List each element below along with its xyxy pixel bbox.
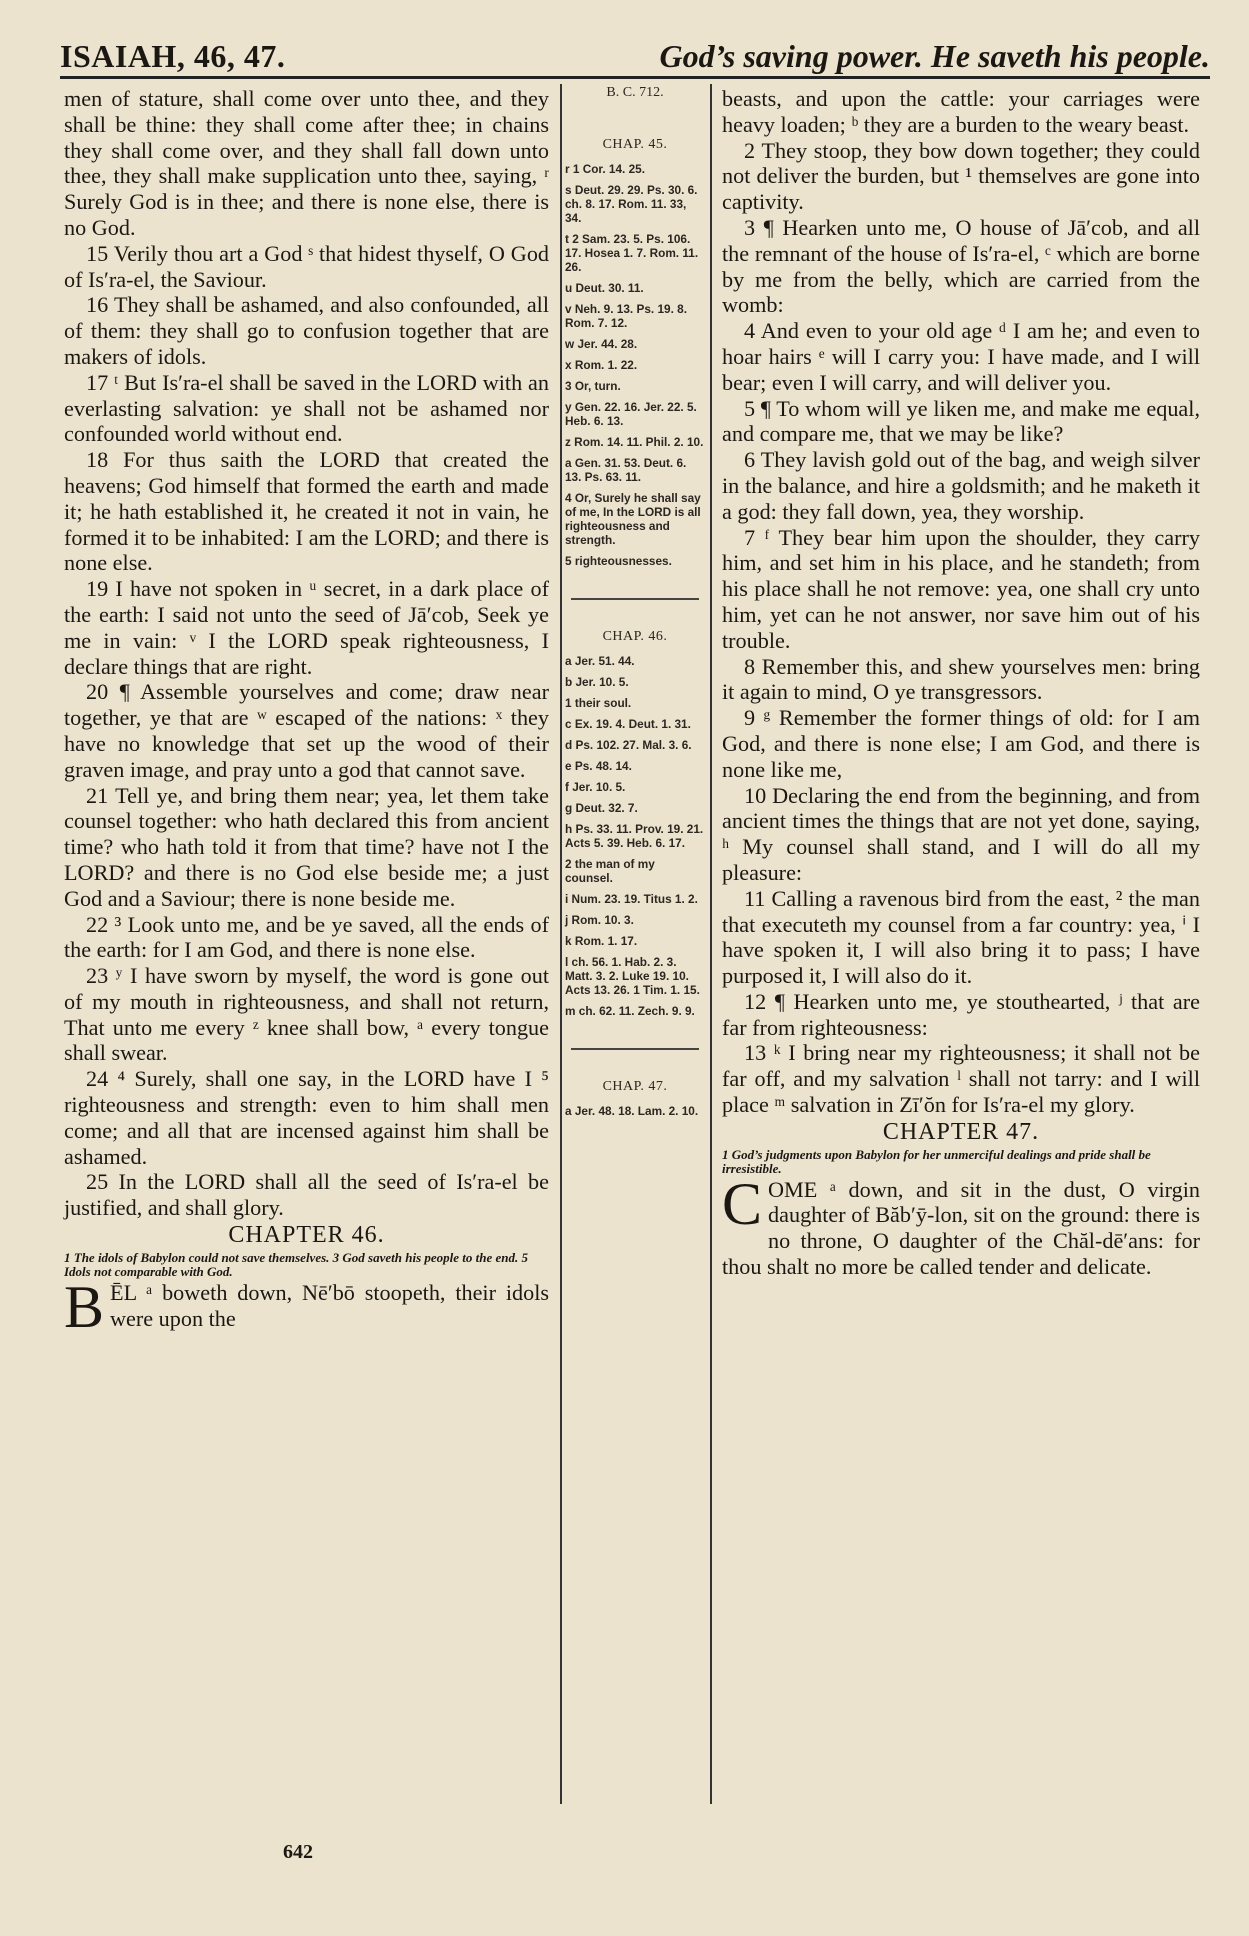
margin-chapter-label: CHAP. 47.: [602, 1079, 668, 1094]
cross-reference: v Neh. 9. 13. Ps. 19. 8. Rom. 7. 12.: [565, 302, 687, 330]
cross-reference: c Ex. 19. 4. Deut. 1. 31.: [565, 717, 691, 731]
cross-reference: z Rom. 14. 11. Phil. 2. 10.: [565, 435, 704, 449]
cross-reference: l ch. 56. 1. Hab. 2. 3. Matt. 3. 2. Luke 19. 10. Acts 13. 26. 1 Tim. 1. 15.: [565, 955, 700, 997]
cross-reference: g Deut. 32. 7.: [565, 801, 638, 815]
cross-reference: f Jer. 10. 5.: [565, 780, 626, 794]
drop-cap: C: [722, 1170, 763, 1237]
cross-reference: d Ps. 102. 27. Mal. 3. 6.: [565, 738, 692, 752]
verse-paragraph: 2 They stoop, they bow down together; they could not deliver the burden, but ¹ themselves are gone into captivity.: [722, 137, 1200, 215]
book-chapter-title: ISAIAH, 46, 47.: [60, 38, 286, 74]
cross-reference: 5 righteousnesses.: [565, 554, 672, 568]
chapter-opening: [722, 1170, 1200, 1280]
verse-paragraph: 6 They lavish gold out of the bag, and weigh silver in the balance, and hire a goldsmith; and he maketh it a god: they fall down, yea, they worship.: [722, 447, 1200, 524]
verse-paragraph: 21 Tell ye, and bring them near; yea, let them take counsel together: who hath declared this from ancient time? who hath told it from that time? have not I the LORD? and there is no God else beside me; a just God and a Saviour; there is none beside me.: [64, 782, 549, 911]
cross-reference: h Ps. 33. 11. Prov. 19. 21. Acts 5. 39. Heb. 6. 17.: [565, 822, 704, 850]
cross-reference: a Jer. 51. 44.: [565, 654, 635, 668]
margin-divider: [571, 1048, 699, 1050]
verse-paragraph: 13 ᵏ I bring near my righteousness; it shall not be far off, and my salvation ˡ shall not tarry: and I will place ᵐ salvation in Zī′ŏn for Is′ra-el my glory.: [722, 1040, 1200, 1118]
header-rule: [60, 76, 1210, 79]
cross-reference: m ch. 62. 11. Zech. 9. 9.: [565, 1004, 695, 1018]
verse-paragraph: 12 ¶ Hearken unto me, ye stouthearted, ʲ that are far from righteousness:: [722, 988, 1200, 1040]
cross-reference: w Jer. 44. 28.: [565, 337, 638, 351]
cross-reference: i Num. 23. 19. Titus 1. 2.: [565, 892, 698, 906]
right-column: [722, 86, 1200, 1280]
chapter-heading: CHAPTER 46.: [228, 1222, 385, 1249]
opening-text: ĒL ᵃ boweth down, Nē′bō stoopeth, their idols were upon the: [110, 1279, 549, 1331]
chapter-opening: [64, 1273, 549, 1340]
verse-paragraph: 5 ¶ To whom will ye liken me, and make me equal, and compare me, that we may be like?: [722, 395, 1200, 447]
verse-paragraph: 7 ᶠ They bear him upon the shoulder, they carry him, and set him in his place, and he standeth; from his place shall he not remove: yea, one shall cry unto him, yet can he not answer, nor save him out of his trouble.: [722, 524, 1200, 653]
cross-reference: 3 Or, turn.: [565, 379, 621, 393]
cross-reference: r 1 Cor. 14. 25.: [565, 162, 646, 176]
date-note: B. C. 712.: [606, 85, 664, 100]
verse-paragraph: 20 ¶ Assemble yourselves and come; draw near together, ye that are ʷ escaped of the nations: ˣ they have no knowledge that set up the wood of their graven image, and pray unto a god that cannot save.: [64, 679, 549, 782]
verse-paragraph: 3 ¶ Hearken unto me, O house of Jā′cob, and all the remnant of the house of Is′ra-el, ᶜ which are borne by me from the belly, which are carried from the womb:: [722, 214, 1200, 318]
verse-paragraph: 25 In the LORD shall all the seed of Is′ra-el be justified, and shall glory.: [64, 1169, 549, 1221]
left-column: [64, 86, 549, 1340]
verse-paragraph: 23 ʸ I have sworn by myself, the word is gone out of my mouth in righteousness, and shall not return, That unto me every ᶻ knee shall bow, ᵃ every tongue shall swear.: [64, 963, 549, 1066]
cross-reference: k Rom. 1. 17.: [565, 934, 638, 948]
cross-reference-margin: [565, 86, 705, 1125]
cross-reference: a Gen. 31. 53. Deut. 6. 13. Ps. 63. 11.: [565, 456, 687, 484]
verse-paragraph: beasts, and upon the cattle: your carriages were heavy loaden; ᵇ they are a burden to the weary beast.: [722, 86, 1200, 137]
verse-paragraph: 9 ᵍ Remember the former things of old: for I am God, and there is none else; I am God, and there is none like me,: [722, 705, 1200, 782]
verse-paragraph: 24 ⁴ Surely, shall one say, in the LORD have I ⁵ righteousness and strength: even to him shall men come; and all that are incensed against him shall be ashamed.: [64, 1066, 549, 1169]
margin-chapter-label: CHAP. 46.: [602, 629, 668, 644]
running-header: [60, 30, 1210, 78]
verse-paragraph: 4 And even to your old age ᵈ I am he; and even to hoar hairs ᵉ will I carry you: I have made, and I will bear; even I will carry, and will deliver you.: [722, 318, 1200, 395]
verse-paragraph: 17 ᵗ But Is′ra-el shall be saved in the LORD with an everlasting salvation: ye shall not be ashamed nor confounded world without end.: [64, 369, 549, 447]
margin-divider: [571, 598, 699, 600]
cross-reference: x Rom. 1. 22.: [565, 358, 638, 372]
column-rule-right: [710, 84, 712, 1804]
verse-paragraph: 19 I have not spoken in ᵘ secret, in a dark place of the earth: I said not unto the seed of Jā′cob, Seek ye me in vain: ᵛ I the LORD speak righteousness, I declare things that are right.: [64, 576, 549, 679]
verse-paragraph: 18 For thus saith the LORD that created the heavens; God himself that formed the earth and made it; he hath established it, he created it not in vain, he formed it to be inhabited: I am the LORD; and there is none else.: [64, 447, 549, 576]
running-title: God’s saving power. He saveth his people.: [659, 38, 1210, 74]
verse-paragraph: 16 They shall be ashamed, and also confounded, all of them: they shall go to confusion together that are makers of idols.: [64, 292, 549, 369]
column-rule-left: [560, 84, 562, 1804]
verse-paragraph: 22 ³ Look unto me, and be ye saved, all the ends of the earth: for I am God, and there is none else.: [64, 911, 549, 963]
margin-chapter-label: CHAP. 45.: [602, 137, 668, 152]
verse-paragraph: 8 Remember this, and shew yourselves men: bring it again to mind, O ye transgressors.: [722, 653, 1200, 705]
cross-reference: t 2 Sam. 23. 5. Ps. 106. 17. Hosea 1. 7. Rom. 11. 26.: [565, 232, 699, 274]
cross-reference: u Deut. 30. 11.: [565, 281, 644, 295]
verse-paragraph: 15 Verily thou art a God ˢ that hidest thyself, O God of Is′ra-el, the Saviour.: [64, 240, 549, 292]
chapter-summary: 1 God’s judgments upon Babylon for her unmerciful dealings and pride shall be irresistible.: [722, 1146, 1151, 1177]
chapter-heading: CHAPTER 47.: [882, 1118, 1040, 1145]
cross-reference: 2 the man of my counsel.: [565, 857, 655, 885]
drop-cap: B: [64, 1273, 105, 1340]
cross-reference: b Jer. 10. 5.: [565, 675, 629, 689]
cross-reference: 1 their soul.: [565, 696, 632, 710]
verse-paragraph: 10 Declaring the end from the beginning, and from ancient times the things that are not yet done, saying, ʰ My counsel shall stand, and I will do all my pleasure:: [722, 782, 1200, 885]
cross-reference: 4 Or, Surely he shall say of me, In the LORD is all righteousness and strength.: [565, 491, 701, 547]
cross-reference: a Jer. 48. 18. Lam. 2. 10.: [565, 1104, 699, 1118]
cross-reference: s Deut. 29. 29. Ps. 30. 6. ch. 8. 17. Rom. 11. 33, 34.: [565, 183, 698, 225]
cross-reference: j Rom. 10. 3.: [565, 913, 634, 927]
chapter-summary: 1 The idols of Babylon could not save themselves. 3 God saveth his people to the end. 5 Idols not comparable with God.: [64, 1249, 529, 1280]
verse-paragraph: men of stature, shall come over unto thee, and they shall be thine: they shall come after thee; in chains they shall come over, and they shall fall down unto thee, they shall make supplication unto thee, saying, ʳ Surely God is in thee; and there is none else, there is no God.: [64, 86, 549, 240]
cross-reference: y Gen. 22. 16. Jer. 22. 5. Heb. 6. 13.: [565, 400, 697, 428]
verse-paragraph: 11 Calling a ravenous bird from the east, ² the man that executeth my counsel from a far country: yea, ⁱ I have spoken it, I will also bring it to pass; I have purposed it, I will also do it.: [722, 885, 1200, 989]
opening-text: OME ᵃ down, and sit in the dust, O virgin daughter of Băb′ȳ-lon, sit on the ground: there is no throne, O daughter of the Chăl-dē′ans: for thou shalt no more be called tender and delicate.: [722, 1176, 1200, 1280]
page-number: 642: [283, 1841, 313, 1863]
cross-reference: e Ps. 48. 14.: [565, 759, 632, 773]
